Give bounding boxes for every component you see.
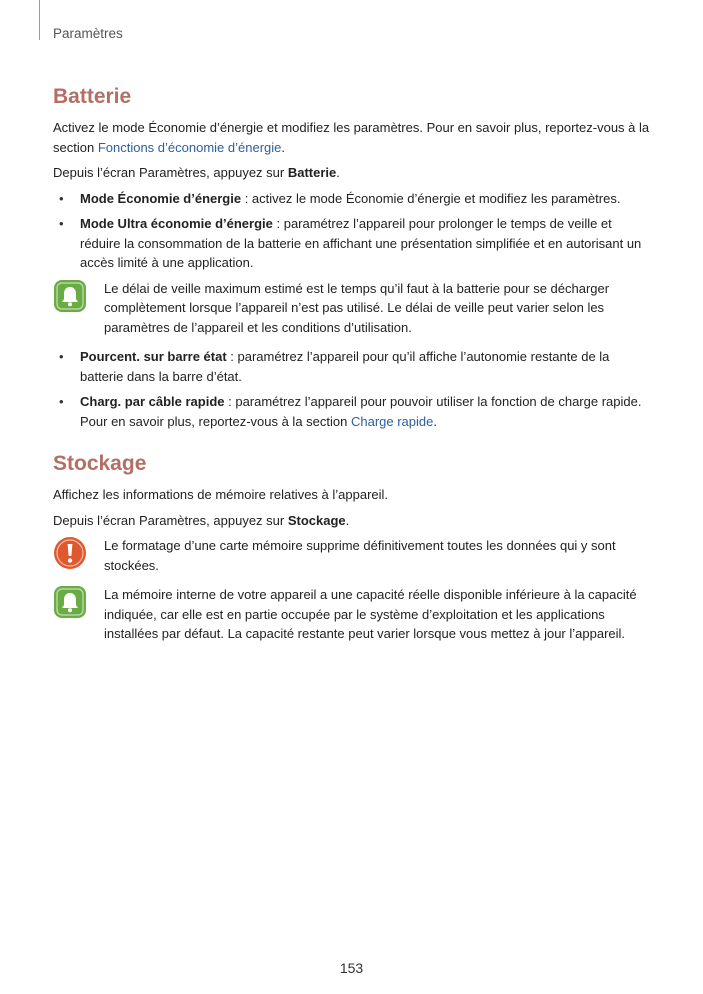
storage-heading: Stockage [53, 452, 147, 475]
storage-menu-name: Stockage [287, 512, 346, 528]
energy-saving-link[interactable]: Fonctions d’économie d’énergie [97, 139, 282, 155]
header-rule [39, 0, 40, 40]
exclamation-warning-icon [53, 536, 87, 570]
page-number: 153 [339, 960, 364, 976]
bullet-icon: • [59, 349, 64, 364]
storage-nav-instruction: Depuis l’écran Paramètres, appuyez sur Stockage. [53, 512, 350, 528]
battery-options-list-2 [53, 347, 651, 431]
bullet-icon: • [59, 190, 64, 206]
storage-note-text: La mémoire interne de votre appareil a une capacité réelle disponible inférieure à la capacité indiquée, car elle est en partie occupée par le système d’exploitation et les applications installées par défaut. La capacité restante peut varier lorsque vous mettez à jour l’appareil. [104, 587, 637, 641]
list-item: • Mode Économie d’énergie : activez le mode Économie d’énergie et modifiez les paramètres. [53, 189, 651, 209]
battery-note [53, 279, 651, 338]
page-content [53, 84, 651, 654]
battery-heading: Batterie [53, 85, 132, 108]
section-header: Paramètres [53, 26, 123, 41]
bell-note-icon [53, 279, 87, 313]
list-item: • Pourcent. sur barre état : paramétrez l’appareil pour qu’il affiche l’autonomie restante de la batterie dans la barre d’état. [59, 349, 610, 384]
battery-intro: Activez le mode Économie d’énergie et modifiez les paramètres. Pour en savoir plus, reportez-vous à la section Fonctions d’économie d’énergie. [53, 120, 650, 155]
bell-note-icon [53, 585, 87, 619]
storage-warning-text: Le formatage d’une carte mémoire supprime définitivement toutes les données qui y sont stockées. [104, 538, 616, 573]
storage-warning [53, 536, 651, 575]
storage-section [53, 451, 651, 644]
storage-intro: Affichez les informations de mémoire relatives à l’appareil. [53, 487, 389, 502]
bullet-icon: • [59, 394, 64, 409]
list-item: • Mode Ultra économie d’énergie : paramétrez l’appareil pour prolonger le temps de veille et réduire la consommation de la batterie en affichant une présentation simplifiée et en autorisant un accès limité à une application. [59, 216, 642, 270]
battery-options-list [53, 189, 651, 273]
battery-note-text: Le délai de veille maximum estimé est le temps qu’il faut à la batterie pour se décharger complètement lorsque l’appareil n’est pas utilisé. Le délai de veille peut varier selon les paramètres de l’appareil et les conditions d’utilisation. [104, 280, 610, 335]
bullet-icon: • [59, 216, 64, 231]
list-item: • Charg. par câble rapide : paramétrez l’appareil pour pouvoir utiliser la fonction de charge rapide. Pour en savoir plus, reportez-vous à la section Charge rapide. [59, 394, 642, 429]
fast-charge-link[interactable]: Charge rapide [350, 413, 434, 429]
battery-nav-instruction: Depuis l’écran Paramètres, appuyez sur Batterie. [53, 165, 340, 180]
battery-menu-name: Batterie [287, 165, 337, 180]
storage-note [53, 585, 651, 644]
